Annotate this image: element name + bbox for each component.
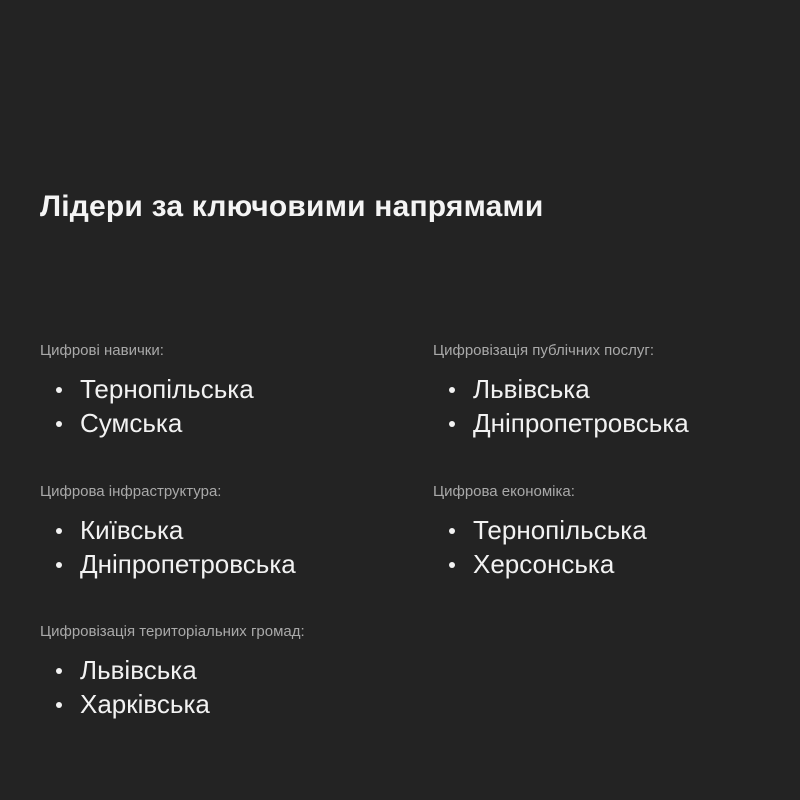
region-name: Харківська <box>80 689 210 719</box>
list-item <box>40 513 400 547</box>
section-label: Цифрова інфраструктура: <box>40 483 222 500</box>
bullet-dot <box>56 562 62 568</box>
bullet-dot <box>56 528 62 534</box>
list-item <box>433 406 793 440</box>
list-item <box>40 687 400 721</box>
section-label: Цифрова економіка: <box>433 483 575 500</box>
bullet-dot <box>449 421 455 427</box>
page-title: Лідери за ключовими напрямами <box>40 190 544 223</box>
bullet-dot <box>56 387 62 393</box>
leaders-list <box>40 513 400 581</box>
leaders-list <box>433 372 793 440</box>
bullet-dot <box>449 562 455 568</box>
section-label: Цифровізація територіальних громад: <box>40 623 305 640</box>
section-digital-infrastructure <box>40 482 400 581</box>
section-label: Цифровізація публічних послуг: <box>433 342 655 359</box>
region-name: Львівська <box>80 655 197 685</box>
section-label: Цифрові навички: <box>40 342 164 359</box>
list-item <box>433 513 793 547</box>
bullet-dot <box>449 528 455 534</box>
region-name: Дніпропетровська <box>80 549 296 579</box>
section-public-services <box>433 341 793 440</box>
section-digital-economy <box>433 482 793 581</box>
leaders-list <box>40 372 400 440</box>
list-item <box>433 547 793 581</box>
section-territorial-communities <box>40 622 400 721</box>
region-name: Львівська <box>473 374 590 404</box>
region-name: Тернопільська <box>473 515 647 545</box>
list-item <box>40 653 400 687</box>
bullet-dot <box>449 387 455 393</box>
bullet-dot <box>56 421 62 427</box>
leaders-list <box>433 513 793 581</box>
section-digital-skills <box>40 341 400 440</box>
list-item <box>40 406 400 440</box>
region-name: Дніпропетровська <box>473 408 689 438</box>
list-item <box>40 372 400 406</box>
list-item <box>40 547 400 581</box>
list-item <box>433 372 793 406</box>
bullet-dot <box>56 668 62 674</box>
region-name: Херсонська <box>473 549 615 579</box>
region-name: Тернопільська <box>80 374 254 404</box>
region-name: Київська <box>80 515 184 545</box>
region-name: Сумська <box>80 408 183 438</box>
bullet-dot <box>56 702 62 708</box>
leaders-list <box>40 653 400 721</box>
